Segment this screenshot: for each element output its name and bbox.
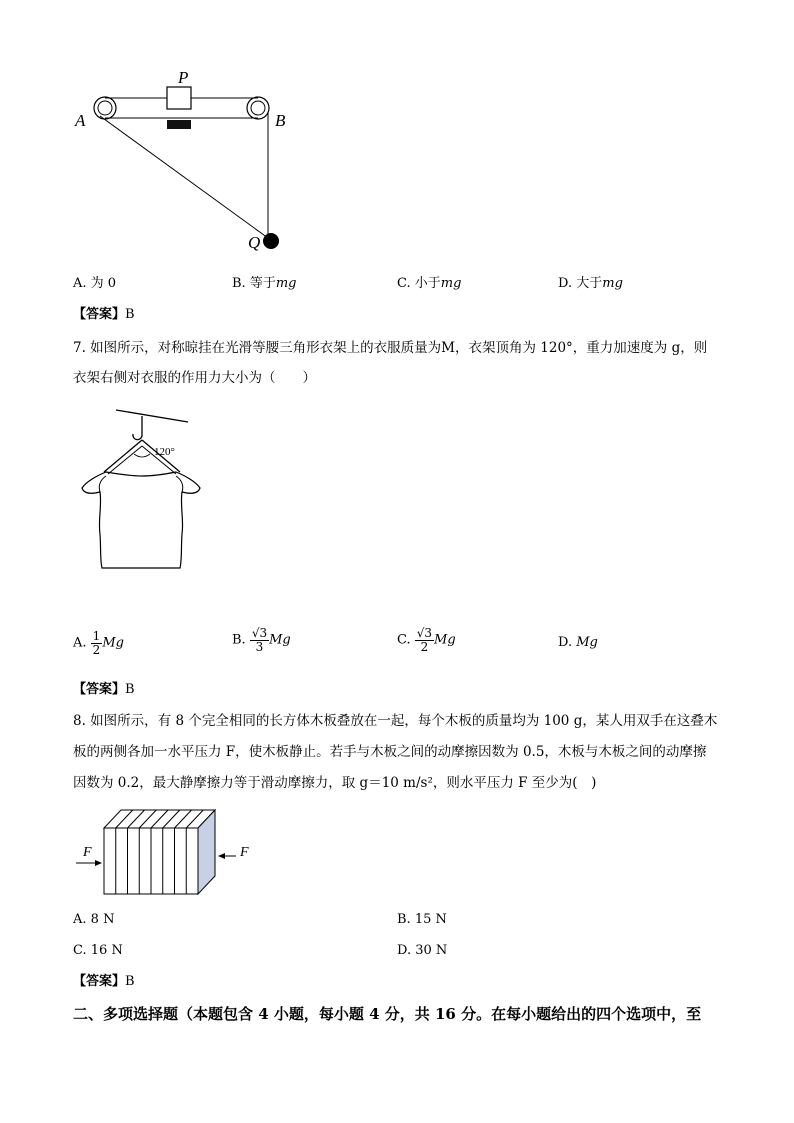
q8-stem-line1: 8. 如图所示，有 8 个完全相同的长方体木板叠放在一起，每个木板的质量均为 100 g，某人用双手在这叠木 [73, 713, 718, 729]
frac-half: $\frac{1}{2}$ [92, 629, 101, 657]
shirt-sleeve-left [99, 476, 106, 492]
q6-option-d: D. 大于mg [558, 276, 623, 291]
frac-sqrt3-over-3: $\frac{√3}{3}$ [251, 626, 268, 654]
q6-option-b: B. 等于mg [232, 276, 297, 291]
ball-q [263, 233, 279, 249]
q7-option-b: B. $\frac{√3}{3}$ Mg [232, 626, 291, 654]
rope-aq [100, 116, 268, 238]
force-label-left: F [83, 845, 92, 860]
q8-stem-line2: 板的两侧各加一水平压力 F，使木板静止。若手与木板之间的动摩擦因数为 0.5，木板与木板之间的动摩擦 [73, 744, 707, 760]
q8-option-a: A. 8 N [73, 912, 115, 927]
pulley-a-inner [98, 101, 112, 115]
force-arrowhead-left [95, 860, 102, 866]
q7-option-a: A. $\frac{1}{2}$ Mg [73, 629, 124, 657]
q7-hanger-figure [76, 402, 206, 577]
label-p: P [178, 68, 189, 87]
block-under [167, 120, 191, 129]
section-2-heading: 二、多项选择题（本题包含 4 小题，每小题 4 分，共 16 分。在每小题给出的四个选项中，至 [73, 1005, 702, 1023]
label-q: Q [248, 233, 261, 252]
q8-boards-figure [70, 800, 260, 900]
shirt-outline [82, 472, 200, 568]
q7-option-c: C. $\frac{√3}{2}$ Mg [397, 626, 456, 654]
hanger-rod [116, 410, 188, 422]
q8-option-d: D. 30 N [397, 943, 448, 958]
angle-label: 120° [154, 446, 175, 458]
q7-stem-line2: 衣架右侧对衣服的作用力大小为（ ） [73, 370, 316, 386]
q7-answer: 【答案】B [73, 682, 135, 697]
q7-option-d: D. Mg [558, 635, 598, 650]
pulley-b-inner [251, 101, 265, 115]
shirt-sleeve-right [176, 476, 183, 492]
q8-answer: 【答案】B [73, 974, 135, 989]
q8-option-c: C. 16 N [73, 943, 123, 958]
block-p [167, 87, 191, 109]
angle-arc [134, 454, 150, 457]
force-label-right: F [240, 845, 249, 860]
q6-option-a: A. 为 0 [73, 276, 117, 291]
label-b: B [275, 111, 286, 130]
q8-option-b: B. 15 N [397, 912, 447, 927]
hanger-hook [133, 416, 142, 440]
pulley-a [94, 97, 116, 119]
force-arrowhead-right [218, 853, 225, 859]
q6-answer: 【答案】B [73, 307, 135, 322]
q8-stem-line3: 因数为 0.2，最大静摩擦力等于滑动摩擦力，取 g＝10 m/s²，则水平压力 F 至少为( ) [73, 775, 597, 791]
pulley-b [247, 97, 269, 119]
q6-option-c: C. 小于mg [397, 276, 462, 291]
q6-pulley-figure [70, 66, 300, 256]
label-a: A [75, 111, 86, 130]
frac-sqrt3-over-2: $\frac{√3}{2}$ [416, 626, 433, 654]
q7-stem-line1: 7. 如图所示，对称晾挂在光滑等腰三角形衣架上的衣服质量为M，衣架顶角为 120°，重力加速度为 g，则 [73, 340, 708, 356]
